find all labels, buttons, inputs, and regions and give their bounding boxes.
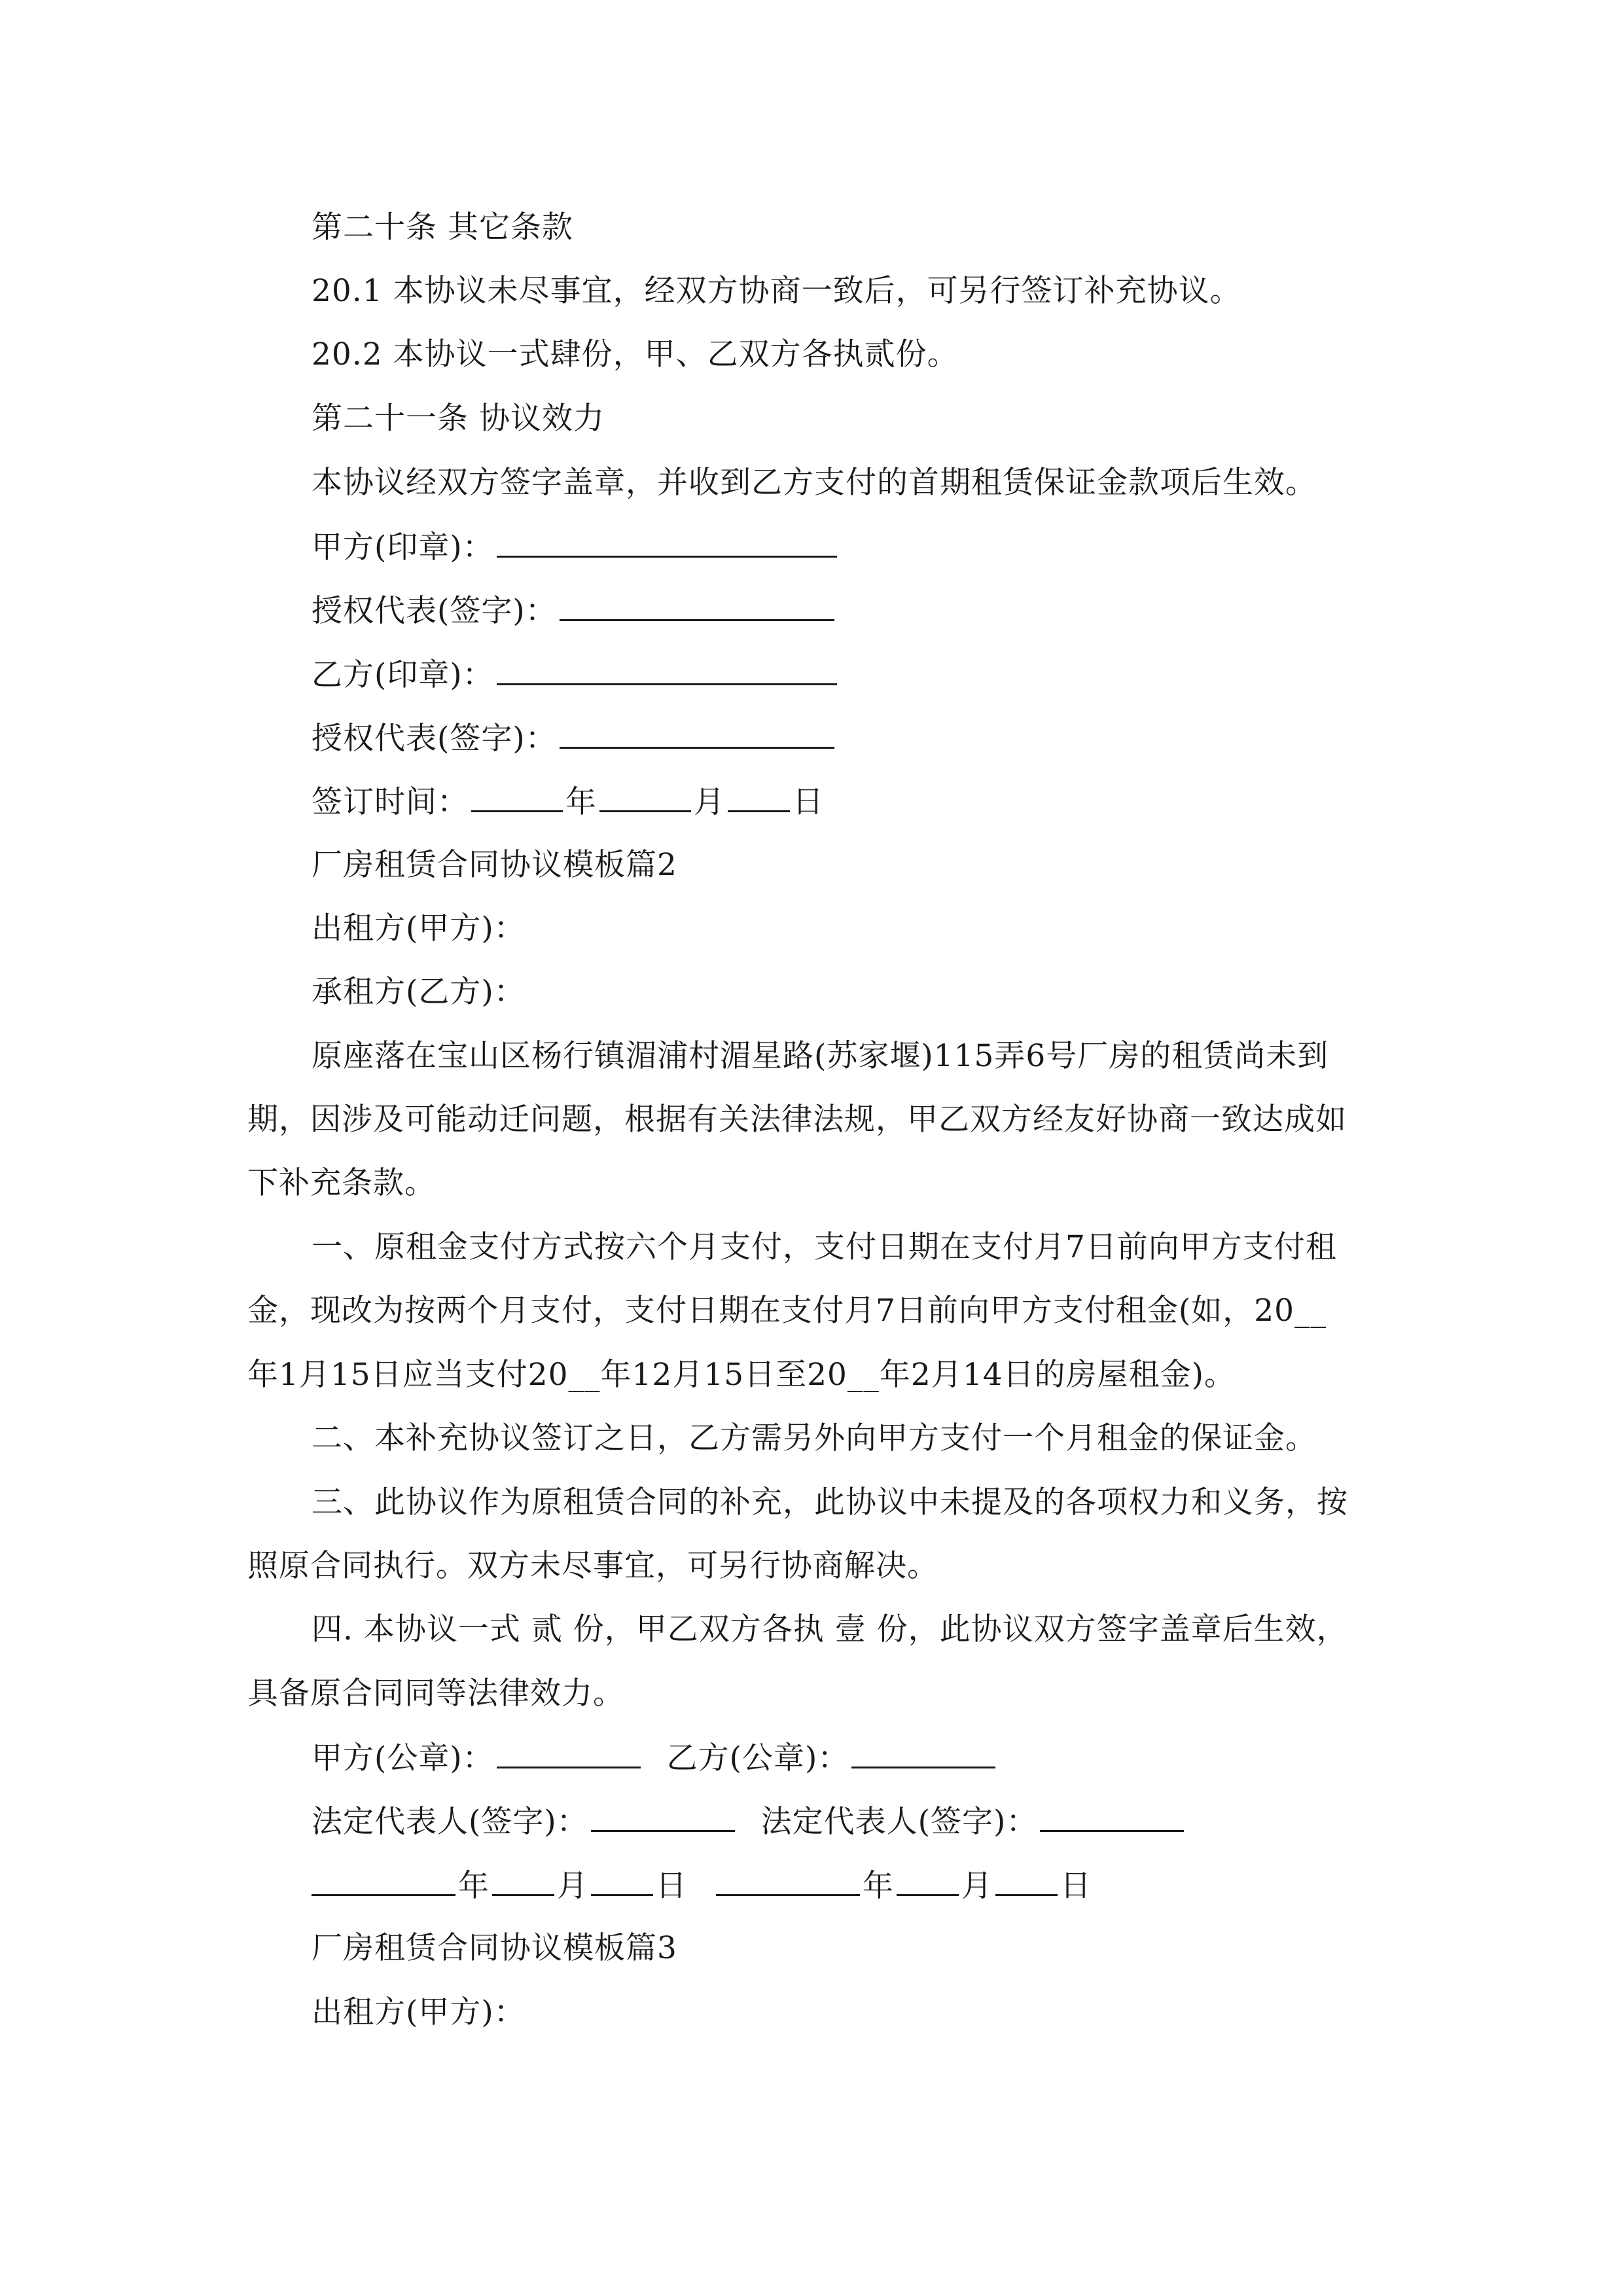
year-blank[interactable] (471, 781, 563, 812)
template-2-seals (312, 1738, 998, 1778)
clause-1-line-2: 金，现改为按两个月支付，支付日期在支付月7日前向甲方支付租金(如，20__ (247, 1293, 1327, 1329)
rep-b-label: 授权代表(签字)： (312, 721, 557, 757)
party-b-seal-label: 乙方(印章)： (312, 657, 494, 693)
clause-3-line-1: 三、此协议作为原租赁合同的补充，此协议中未提及的各项权力和义务，按 (312, 1484, 1348, 1520)
signing-date (312, 781, 824, 822)
date-a-year-blank[interactable] (312, 1865, 455, 1896)
clause-4-line-2: 具备原合同同等法律效力。 (247, 1676, 624, 1712)
signing-date-label: 签订时间： (312, 784, 469, 820)
template-3-title: 厂房租赁合同协议模板篇3 (312, 1930, 677, 1966)
date-b-year-blank[interactable] (716, 1865, 860, 1896)
seal-a-blank[interactable] (497, 1738, 641, 1768)
intro-line-2: 期，因涉及可能动迁问题，根据有关法律法规，甲乙双方经友好协商一致达成如 (247, 1102, 1347, 1138)
seal-b-label: 乙方(公章)： (666, 1740, 849, 1776)
rep-a-label: 授权代表(签字)： (312, 593, 557, 629)
month-blank[interactable] (599, 781, 691, 812)
date-a-day-blank[interactable] (591, 1865, 653, 1896)
signature-party-a (312, 527, 840, 567)
seal-b-blank[interactable] (851, 1738, 995, 1768)
template-2-lessor: 出租方(甲方)： (312, 910, 526, 946)
date-b-month-label: 月 (961, 1868, 993, 1904)
party-a-seal-blank[interactable] (497, 527, 837, 558)
signature-rep-a (312, 590, 837, 631)
clause-1-line-3: 年1月15日应当支付20__年12月15日至20__年2月14日的房屋租金)。 (247, 1357, 1236, 1393)
date-a-month-label: 月 (557, 1868, 588, 1904)
clause-2: 二、本补充协议签订之日，乙方需另外向甲方支付一个月租金的保证金。 (312, 1420, 1317, 1456)
rep-a-blank[interactable] (560, 590, 834, 621)
rep-b-blank[interactable] (560, 718, 834, 749)
date-b-month-blank[interactable] (897, 1865, 959, 1896)
date-b-day-blank[interactable] (995, 1865, 1058, 1896)
day-label: 日 (793, 784, 824, 820)
party-b-seal-blank[interactable] (497, 655, 837, 685)
date-a-day-label: 日 (656, 1868, 687, 1904)
section-20-item-2: 20.2 本协议一式肆份，甲、乙双方各执贰份。 (312, 336, 959, 372)
template-2-lessee: 承租方(乙方)： (312, 974, 526, 1010)
date-b-day-label: 日 (1060, 1868, 1092, 1904)
signature-party-b (312, 655, 840, 695)
legal-b-blank[interactable] (1040, 1801, 1184, 1832)
clause-3-line-2: 照原合同执行。双方未尽事宜，可另行协商解决。 (247, 1548, 938, 1584)
clause-1-line-1: 一、原租金支付方式按六个月支付，支付日期在支付月7日前向甲方支付租 (312, 1229, 1337, 1265)
date-a-month-blank[interactable] (492, 1865, 554, 1896)
date-b-year-label: 年 (862, 1868, 894, 1904)
template-2-title: 厂房租赁合同协议模板篇2 (312, 847, 677, 883)
legal-b-label: 法定代表人(签字)： (760, 1804, 1038, 1840)
section-20-title: 第二十条 其它条款 (312, 209, 573, 245)
section-20-item-1: 20.1 本协议未尽事宜，经双方协商一致后，可另行签订补充协议。 (312, 273, 1241, 309)
date-a-year-label: 年 (458, 1868, 490, 1904)
intro-line-1: 原座落在宝山区杨行镇湄浦村湄星路(苏家堰)115弄6号厂房的租赁尚未到 (312, 1038, 1329, 1074)
intro-line-3: 下补充条款。 (247, 1165, 436, 1201)
seal-a-label: 甲方(公章)： (312, 1740, 494, 1776)
template-3-lessor: 出租方(甲方)： (312, 1994, 526, 2030)
section-21-title: 第二十一条 协议效力 (312, 401, 605, 437)
year-label: 年 (565, 784, 597, 820)
template-2-legal-reps (312, 1801, 1186, 1842)
section-21-body: 本协议经双方签字盖章，并收到乙方支付的首期租赁保证金款项后生效。 (312, 465, 1317, 501)
legal-a-blank[interactable] (591, 1801, 735, 1832)
signature-rep-b (312, 718, 837, 759)
legal-a-label: 法定代表人(签字)： (312, 1804, 588, 1840)
month-label: 月 (694, 784, 725, 820)
day-blank[interactable] (728, 781, 790, 812)
clause-4-line-1: 四. 本协议一式 贰 份，甲乙双方各执 壹 份，此协议双方签字盖章后生效， (312, 1611, 1348, 1647)
template-2-dates (312, 1865, 1092, 1906)
party-a-seal-label: 甲方(印章)： (312, 529, 494, 565)
